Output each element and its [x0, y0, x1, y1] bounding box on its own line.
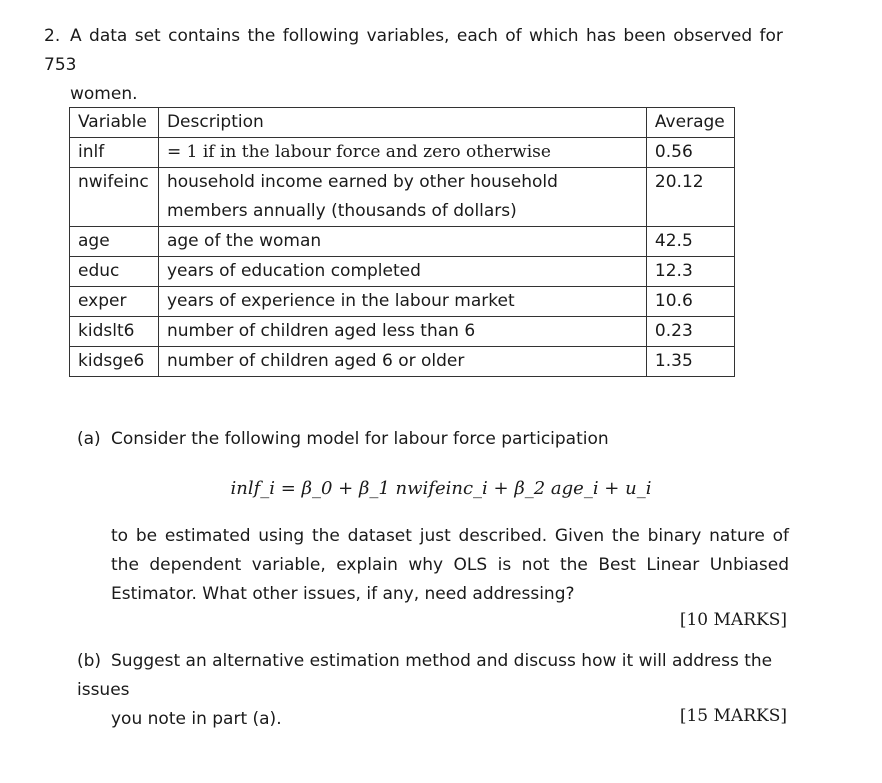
cell-average: 20.12	[646, 168, 734, 198]
cell-variable: kidslt6	[70, 317, 159, 347]
table-row	[70, 138, 735, 168]
cell-average: 10.6	[646, 287, 734, 317]
table-row	[70, 347, 735, 377]
table-header-row	[70, 108, 735, 138]
part-b-label: (b)	[77, 651, 102, 671]
question-number: 2.	[44, 26, 61, 46]
table-row	[70, 257, 735, 287]
cell-average: 0.56	[646, 138, 734, 168]
part-b-marks: [15 MARKS]	[679, 706, 787, 726]
cell-variable: exper	[70, 287, 159, 317]
cell-variable: nwifeinc	[70, 168, 159, 198]
header-average: Average	[646, 108, 734, 138]
part-b-body-line1: Suggest an alternative estimation method and discuss how it will address the issues	[77, 651, 773, 700]
part-a-marks: [10 MARKS]	[679, 610, 787, 630]
cell-average: 0.23	[646, 317, 734, 347]
cell-variable: age	[70, 227, 159, 257]
table-row-continuation	[70, 197, 735, 227]
cell-description: number of children aged 6 or older	[158, 347, 646, 377]
cell-variable: inlf	[70, 138, 159, 168]
cell-average: 1.35	[646, 347, 734, 377]
cell-description-text: = 1 if in the labour force and zero otherwise	[166, 142, 551, 162]
cell-description: number of children aged less than 6	[158, 317, 646, 347]
header-description: Description	[158, 108, 646, 138]
part-a-lead-text: Consider the following model for labour force participation	[111, 429, 609, 449]
question-intro-line1: A data set contains the following variables, each of which has been observed for 753	[44, 26, 783, 75]
cell-variable: kidsge6	[70, 347, 159, 377]
table-row	[70, 168, 735, 198]
question-intro-line2: women.	[70, 84, 138, 104]
part-a-body: to be estimated using the dataset just described. Given the binary nature of the dependent variable, explain why OLS is not the Best Linear Unbiased Estimator. What other issues, if any, need addressing?	[111, 526, 789, 604]
cell-average: 42.5	[646, 227, 734, 257]
part-a-label: (a)	[77, 429, 101, 449]
table-row	[70, 317, 735, 347]
cell-description: years of experience in the labour market	[158, 287, 646, 317]
variables-table	[69, 107, 735, 377]
cell-description	[158, 138, 646, 168]
question-header	[44, 22, 804, 109]
table-row	[70, 227, 735, 257]
cell-variable: educ	[70, 257, 159, 287]
cell-average: 12.3	[646, 257, 734, 287]
cell-description: household income earned by other household	[158, 168, 646, 198]
model-equation: inlf_i = β_0 + β_1 nwifeinc_i + β_2 age_i + u_i	[230, 478, 652, 499]
cell-description: age of the woman	[158, 227, 646, 257]
cell-description-cont: members annually (thousands of dollars)	[158, 197, 646, 227]
table-row	[70, 287, 735, 317]
part-a-lead	[77, 425, 789, 454]
part-b-body-line2: you note in part (a).	[111, 709, 282, 729]
header-variable: Variable	[70, 108, 159, 138]
cell-description: years of education completed	[158, 257, 646, 287]
